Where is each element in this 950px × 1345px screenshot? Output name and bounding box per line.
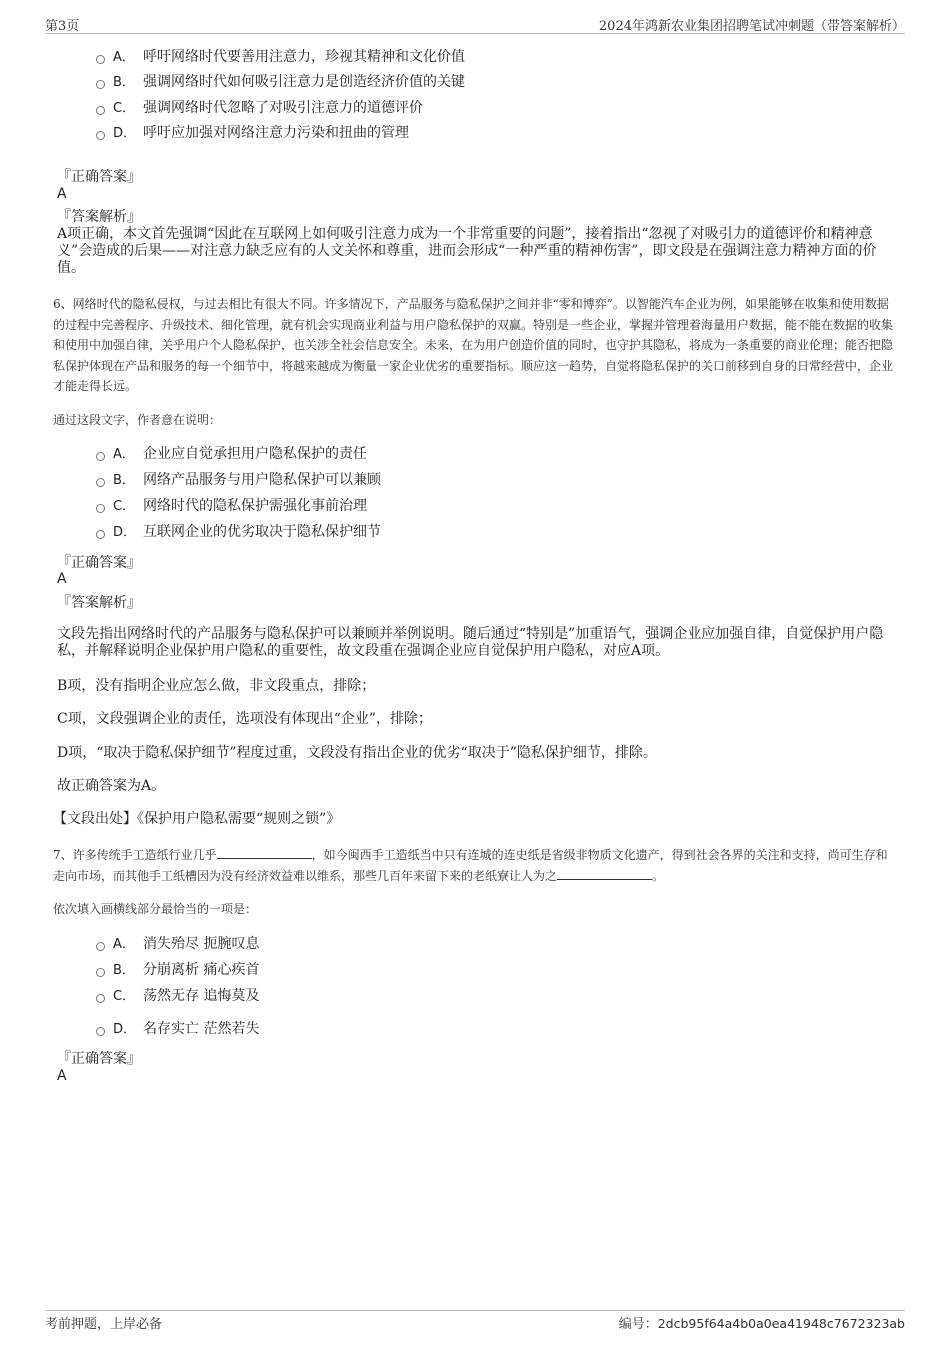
q6-option-b[interactable]: B． 网络产品服务与用户隐私保护可以兼顾: [96, 470, 381, 490]
radio-icon[interactable]: [96, 994, 105, 1003]
q5-option-a[interactable]: A． 呼吁网络时代要善用注意力，珍视其精神和文化价值: [96, 47, 465, 67]
radio-icon[interactable]: [96, 55, 105, 64]
radio-icon[interactable]: [96, 131, 105, 140]
q6-analysis-p2: B项，没有指明企业应怎么做，非文段重点，排除；: [57, 678, 376, 694]
q7-option-a[interactable]: A． 消失殆尽 扼腕叹息: [96, 934, 259, 954]
q5-analysis: A项正确，本文首先强调“因此在互联网上如何吸引注意力成为一个非常重要的问题”，接着指出“忽视了对吸引力的道德评价和精神意义”会造成的后果——对注意力缺乏应有的人文关怀和尊重，进而会形成“一种严重的精神伤害”，即文段是在强调注意力精神方面的价值。: [57, 226, 877, 276]
q6-question: 通过这段文字，作者意在说明：: [53, 413, 222, 427]
radio-icon[interactable]: [96, 478, 105, 487]
header-rule: [45, 33, 905, 34]
q7-option-d[interactable]: D． 名存实亡 茫然若失: [96, 1019, 259, 1039]
q6-option-a[interactable]: A． 企业应自觉承担用户隐私保护的责任: [96, 444, 367, 464]
q6-option-c[interactable]: C． 网络时代的隐私保护需强化事前治理: [96, 496, 367, 516]
document-title: 2024年鸿新农业集团招聘笔试冲刺题（带答案解析）: [598, 19, 905, 34]
q5-answer: A: [57, 186, 67, 202]
radio-icon[interactable]: [96, 530, 105, 539]
radio-icon[interactable]: [96, 1027, 105, 1036]
q7-answer: A: [57, 1068, 67, 1084]
q6-analysis-p4: D项，“取决于隐私保护细节”程度过重，文段没有指出企业的优劣“取决于”隐私保护细节，排除。: [57, 745, 657, 761]
document-code: 编号：2dcb95f64a4b0a0ea41948c7672323ab: [618, 1316, 905, 1332]
q7-option-b[interactable]: B． 分崩离析 痛心疾首: [96, 960, 259, 980]
page-number: 第3页: [45, 19, 80, 34]
q7-answer-label: 『正确答案』: [57, 1051, 141, 1067]
q5-option-b[interactable]: B． 强调网络时代如何吸引注意力是创造经济价值的关键: [96, 72, 465, 92]
footer-slogan: 考前押题，上岸必备: [45, 1317, 163, 1332]
radio-icon[interactable]: [96, 80, 105, 89]
footer-rule: [45, 1310, 905, 1311]
radio-icon[interactable]: [96, 452, 105, 461]
q6-answer: A: [57, 571, 67, 587]
radio-icon[interactable]: [96, 106, 105, 115]
q7-option-c[interactable]: C． 荡然无存 追悔莫及: [96, 986, 259, 1006]
q7-stem: 7、许多传统手工造纸行业几乎 ，如今闽西手工造纸当中只有连城的连史纸是省级非物质文化遗产，得到社会各界的关注和支持，尚可生存和走向市场，而其他手工纸槽因为没有经济效益难以维系，那些几百年来留下来的老纸寮让人为之 。: [53, 848, 888, 883]
q6-analysis-p5: 故正确答案为A。: [57, 778, 166, 794]
q6-analysis-label: 『答案解析』: [57, 595, 141, 611]
fill-blank-2: [557, 867, 652, 880]
radio-icon[interactable]: [96, 942, 105, 951]
fill-blank-1: [217, 846, 312, 859]
radio-icon[interactable]: [96, 504, 105, 513]
q5-option-d[interactable]: D． 呼吁应加强对网络注意力污染和扭曲的管理: [96, 123, 409, 143]
radio-icon[interactable]: [96, 968, 105, 977]
q5-answer-label: 『正确答案』: [57, 169, 141, 185]
q6-option-d[interactable]: D． 互联网企业的优劣取决于隐私保护细节: [96, 522, 381, 542]
q5-option-c[interactable]: C． 强调网络时代忽略了对吸引注意力的道德评价: [96, 98, 423, 118]
q6-source: 【文段出处】《保护用户隐私需要“规则之锁”》: [53, 811, 341, 827]
q6-analysis-p1: 文段先指出网络时代的产品服务与隐私保护可以兼顾并举例说明。随后通过“特别是”加重语气，强调企业应加强自律，自觉保护用户隐私，并解释说明企业保护用户隐私的重要性，故文段重在强调企业应自觉保护用户隐私，对应A项。: [57, 626, 884, 659]
q6-analysis-p3: C项，文段强调企业的责任，选项没有体现出“企业”，排除；: [57, 711, 433, 727]
q6-answer-label: 『正确答案』: [57, 555, 141, 571]
q6-stem: 6、网络时代的隐私侵权，与过去相比有很大不同。许多情况下，产品服务与隐私保护之间并非“零和博弈”。以智能汽车企业为例，如果能够在收集和使用数据的过程中完善程序、升级技术、细化管理，就有机会实现商业利益与用户隐私保护的双赢。特别是一些企业，掌握并管理着海量用户数据，能不能在数据的收集和使用中加强自律，关乎用户个人隐私保护，也关涉全社会信息安全。未来，在为用户创造价值的同时，也守护其隐私，将成为一条重要的商业伦理；能否把隐私保护体现在产品和服务的每一个细节中，将越来越成为衡量一家企业优劣的重要指标。顺应这一趋势，自觉将隐私保护的关口前移到自身的日常经营中，企业才能走得长远。: [53, 297, 894, 393]
q5-analysis-label: 『答案解析』: [57, 209, 141, 225]
q7-question: 依次填入画横线部分最恰当的一项是：: [53, 902, 258, 916]
